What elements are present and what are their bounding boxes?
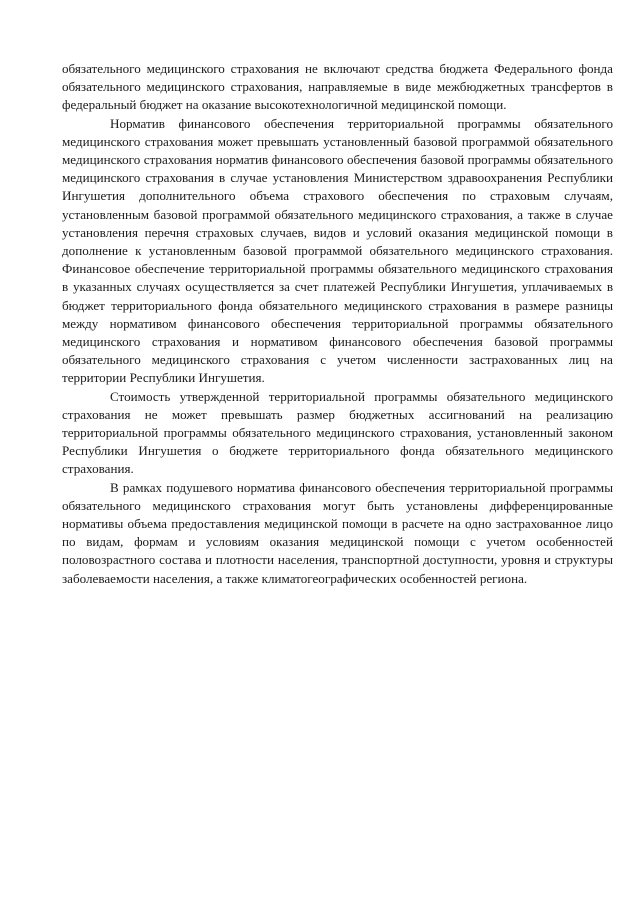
paragraph-1: обязательного медицинского страхования не включают средства бюджета Федерального фонда обязательного медицинского страхования, направляемые в виде межбюджетных трансфертов в федеральный бюджет на оказание высокотехнологичной медицинской помощи. <box>62 61 613 113</box>
paragraph-3: Стоимость утвержденной территориальной программы обязательного медицинского страхования не может превышать размер бюджетных ассигнований на реализацию территориальной программы обязательного медицинского страхования, установленный законом Республики Ингушетия о бюджете территориального фонда обязательного медицинского страхования. <box>62 388 613 477</box>
paragraph-4: В рамках подушевого норматива финансового обеспечения территориальной программы обязательного медицинского страхования могут быть установлены дифференцированные нормативы объема предоставления медицинской помощи в расчете на одно застрахованное лицо по видам, формам и условиям оказания медицинской помощи с учетом особенностей половозрастного состава и плотности населения, транспортной доступности, уровня и структуры заболеваемости населения, а также климатогеографических особенностей региона. <box>62 479 613 586</box>
paragraph-2: Норматив финансового обеспечения территориальной программы обязательного медицинского страхования может превышать установленный базовой программой обязательного медицинского страхования норматив финансового обеспечения базовой программы обязательного медицинского страхования в случае установления Министерством здравоохранения Республики Ингушетия дополнительного объема страхового обеспечения по страховым случаям, установленным базовой программой обязательного медицинского страхования, а также в случае установления перечня страховых случаев, видов и условий оказания медицинской помощи в дополнение к установленным базовой программой обязательного медицинского страхования. Финансовое обеспечение территориальной программы обязательного медицинского страхования в указанных случаях осуществляется за счет платежей Республики Ингушетия, уплачиваемых в бюджет территориального фонда обязательного медицинского страхования в размере разницы между нормативом финансового обеспечения территориальной программы обязательного медицинского страхования и нормативом финансового обеспечения базовой программы обязательного медицинского страхования с учетом численности застрахованных лиц на территории Республики Ингушетия. <box>62 115 613 386</box>
document-body <box>62 60 613 588</box>
